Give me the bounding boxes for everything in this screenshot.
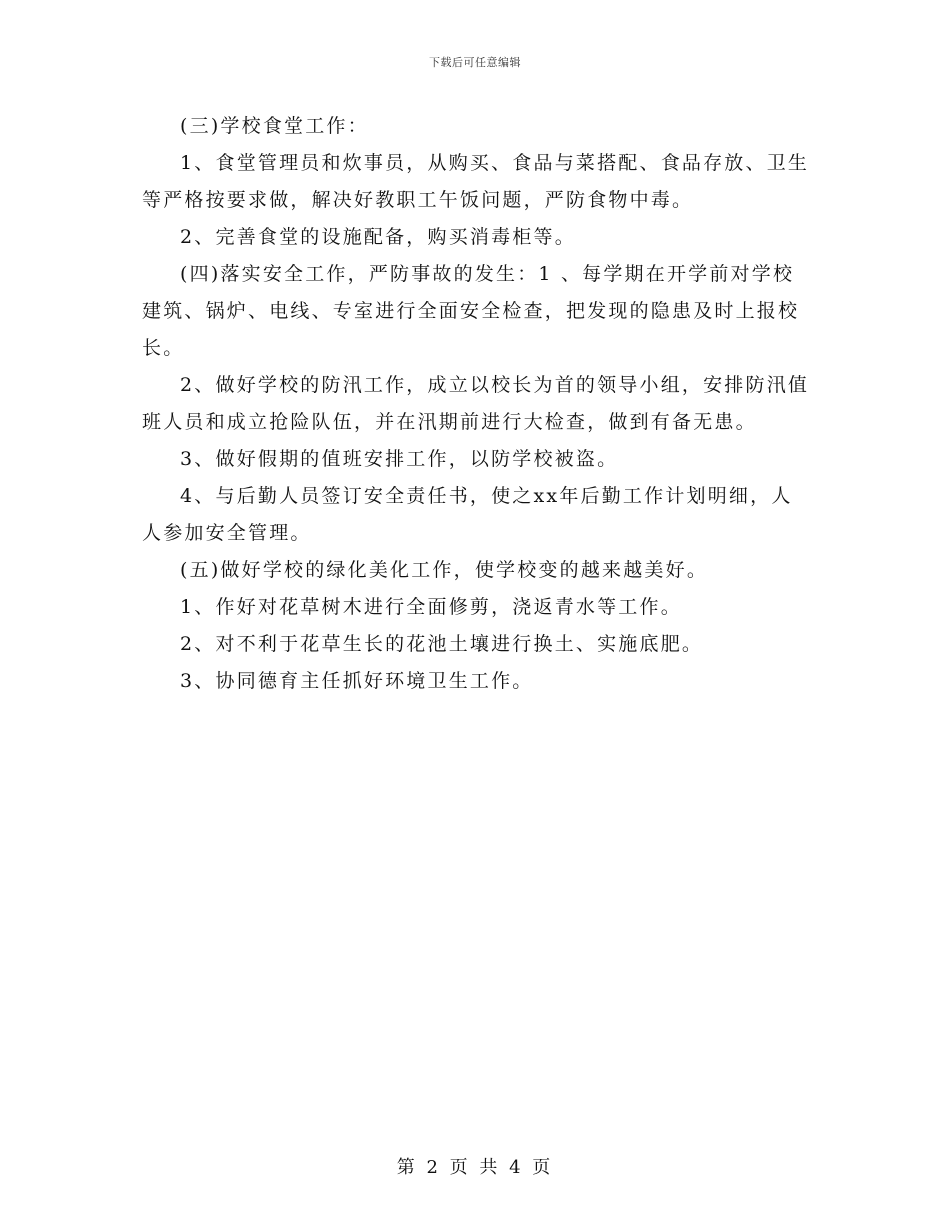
paragraph: 3、做好假期的值班安排工作，以防学校被盗。 — [180, 448, 619, 470]
section-heading-canteen: (三)学校食堂工作： — [180, 115, 369, 137]
paragraph: 2、对不利于花草生长的花池土壤进行换土、实施底肥。 — [180, 633, 704, 655]
paragraph: 2、完善食堂的设施配备，购买消毒柜等。 — [180, 226, 576, 248]
paragraph: 1、食堂管理员和炊事员，从购买、食品与菜搭配、食品存放、卫生等严格按要求做，解决好教职工午饭问题，严防食物中毒。 — [142, 152, 810, 211]
paragraph: 3、协同德育主任抓好环境卫生工作。 — [180, 670, 534, 692]
section-heading-greening: (五)做好学校的绿化美化工作，使学校变的越来越美好。 — [180, 559, 709, 581]
page-header: 下载后可任意编辑 — [429, 56, 521, 69]
section-heading-safety: (四)落实安全工作，严防事故的发生：1 、每学期在开学前对学校建筑、锅炉、电线、专室进行全面安全检查，把发现的隐患及时上报校长。 — [142, 263, 800, 359]
paragraph: 2、做好学校的防汛工作，成立以校长为首的领导小组，安排防汛值班人员和成立抢险队伍，并在汛期前进行大检查，做到有备无患。 — [142, 374, 810, 433]
document-body — [142, 108, 812, 700]
paragraph: 1、作好对花草树木进行全面修剪，浇返青水等工作。 — [180, 596, 682, 618]
paragraph: 4、与后勤人员签订安全责任书，使之xx年后勤工作计划明细，人人参加安全管理。 — [142, 485, 793, 544]
page-number: 第 2 页 共 4 页 — [396, 1157, 554, 1178]
